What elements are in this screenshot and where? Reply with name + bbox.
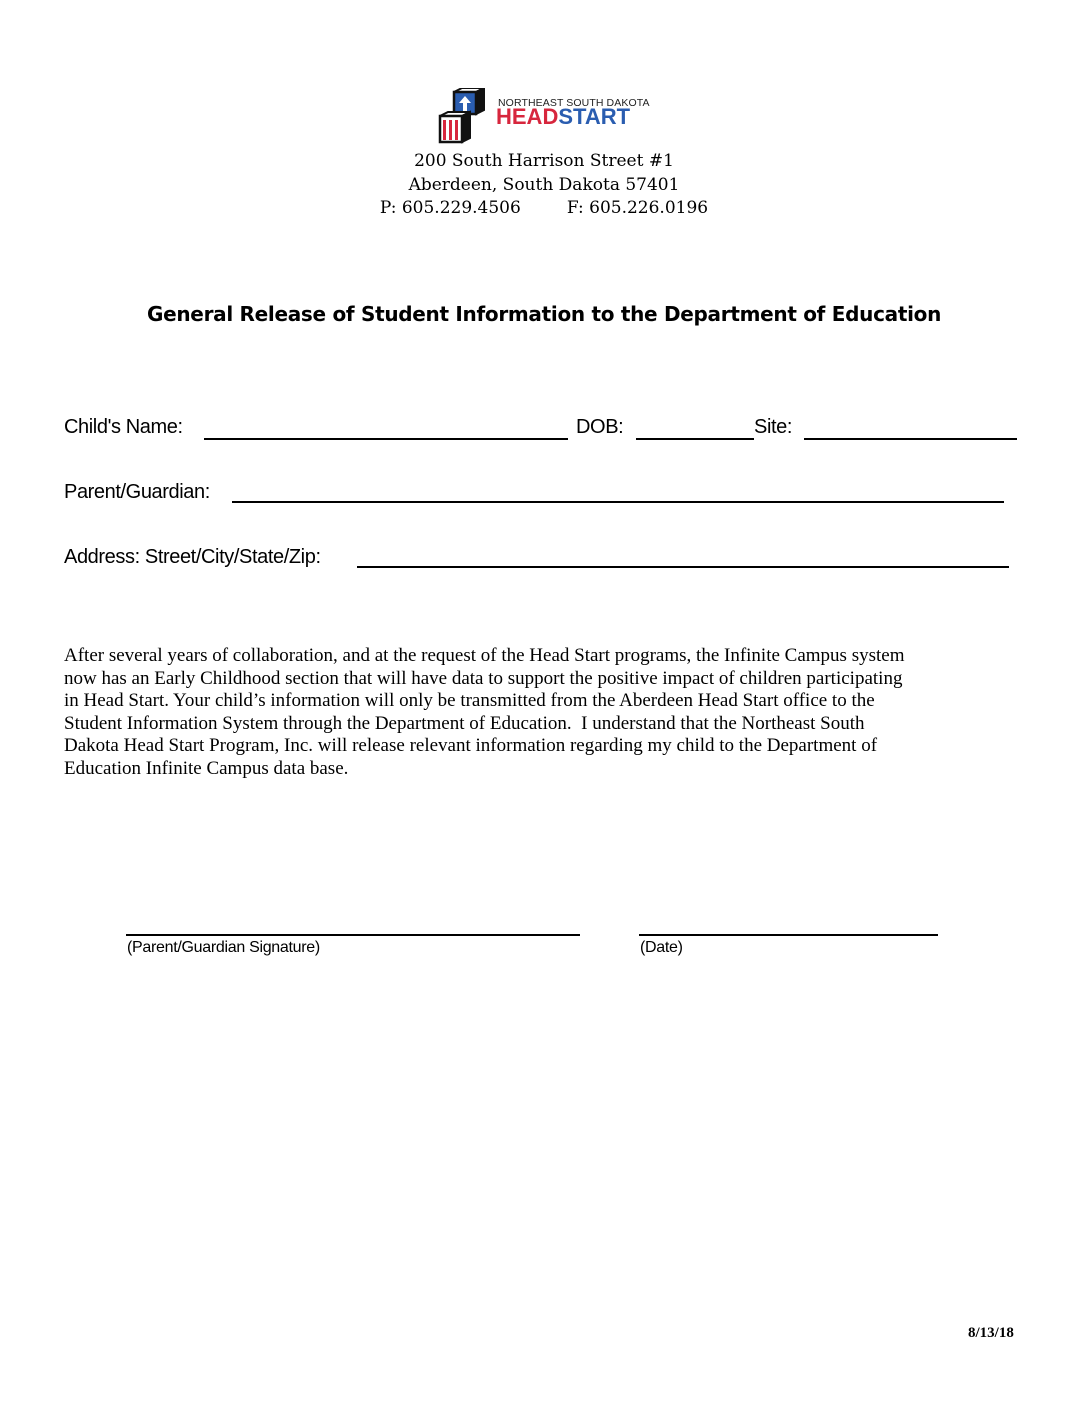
paragraph-line: now has an Early Childhood section that will have data to support the positive impact of children participating xyxy=(64,667,903,689)
logo-head-text: HEAD xyxy=(496,104,559,129)
date-label: (Date) xyxy=(640,939,683,956)
logo-start-text: START xyxy=(558,104,631,129)
revision-date: 8/13/18 xyxy=(968,1325,1014,1341)
headstart-logo xyxy=(434,88,674,150)
paragraph-line: Education Infinite Campus data base. xyxy=(64,757,349,779)
address-line-1: 200 South Harrison Street #1 xyxy=(414,151,674,171)
date-field[interactable] xyxy=(639,934,938,936)
paragraph-line: After several years of collaboration, and at the request of the Head Start programs, the Infinite Campus system xyxy=(64,645,905,666)
paragraph-line: Student Information System through the Department of Education. I understand that the Northeast South xyxy=(64,712,865,734)
address-line-2: Aberdeen, South Dakota 57401 xyxy=(408,174,680,195)
logo-subtitle: NORTHEAST SOUTH DAKOTA xyxy=(498,97,650,109)
blocks-icon xyxy=(434,88,498,150)
child-info-row xyxy=(64,416,1024,442)
paragraph-line: Dakota Head Start Program, Inc. will release relevant information regarding my child to the Department of xyxy=(64,735,878,757)
child-name-label: Child's Name: xyxy=(64,416,183,438)
fax-number: F: 605.226.0196 xyxy=(566,198,709,218)
dob-label: DOB: xyxy=(576,416,624,438)
signature-field[interactable] xyxy=(126,934,580,936)
phone-number: P: 605.229.4506 xyxy=(379,198,521,218)
signature-label: (Parent/Guardian Signature) xyxy=(127,939,320,956)
dob-field[interactable] xyxy=(636,438,754,440)
child-name-field[interactable] xyxy=(204,438,568,440)
organization-address xyxy=(0,150,1088,221)
address-row xyxy=(64,546,1024,572)
site-label: Site: xyxy=(754,416,793,438)
contact-numbers xyxy=(0,197,1088,221)
address-field[interactable] xyxy=(357,566,1009,568)
logo-wordmark xyxy=(496,106,630,128)
consent-paragraph xyxy=(64,645,1024,781)
parent-guardian-field[interactable] xyxy=(232,501,1004,503)
parent-guardian-label: Parent/Guardian: xyxy=(64,481,210,503)
address-label: Address: Street/City/State/Zip: xyxy=(64,546,321,568)
document-title: General Release of Student Information to the Department of Education xyxy=(146,302,942,326)
site-field[interactable] xyxy=(804,438,1017,440)
parent-row xyxy=(64,481,1024,507)
paragraph-line: in Head Start. Your child’s information will only be transmitted from the Aberdeen Head Start office to the xyxy=(64,690,875,712)
